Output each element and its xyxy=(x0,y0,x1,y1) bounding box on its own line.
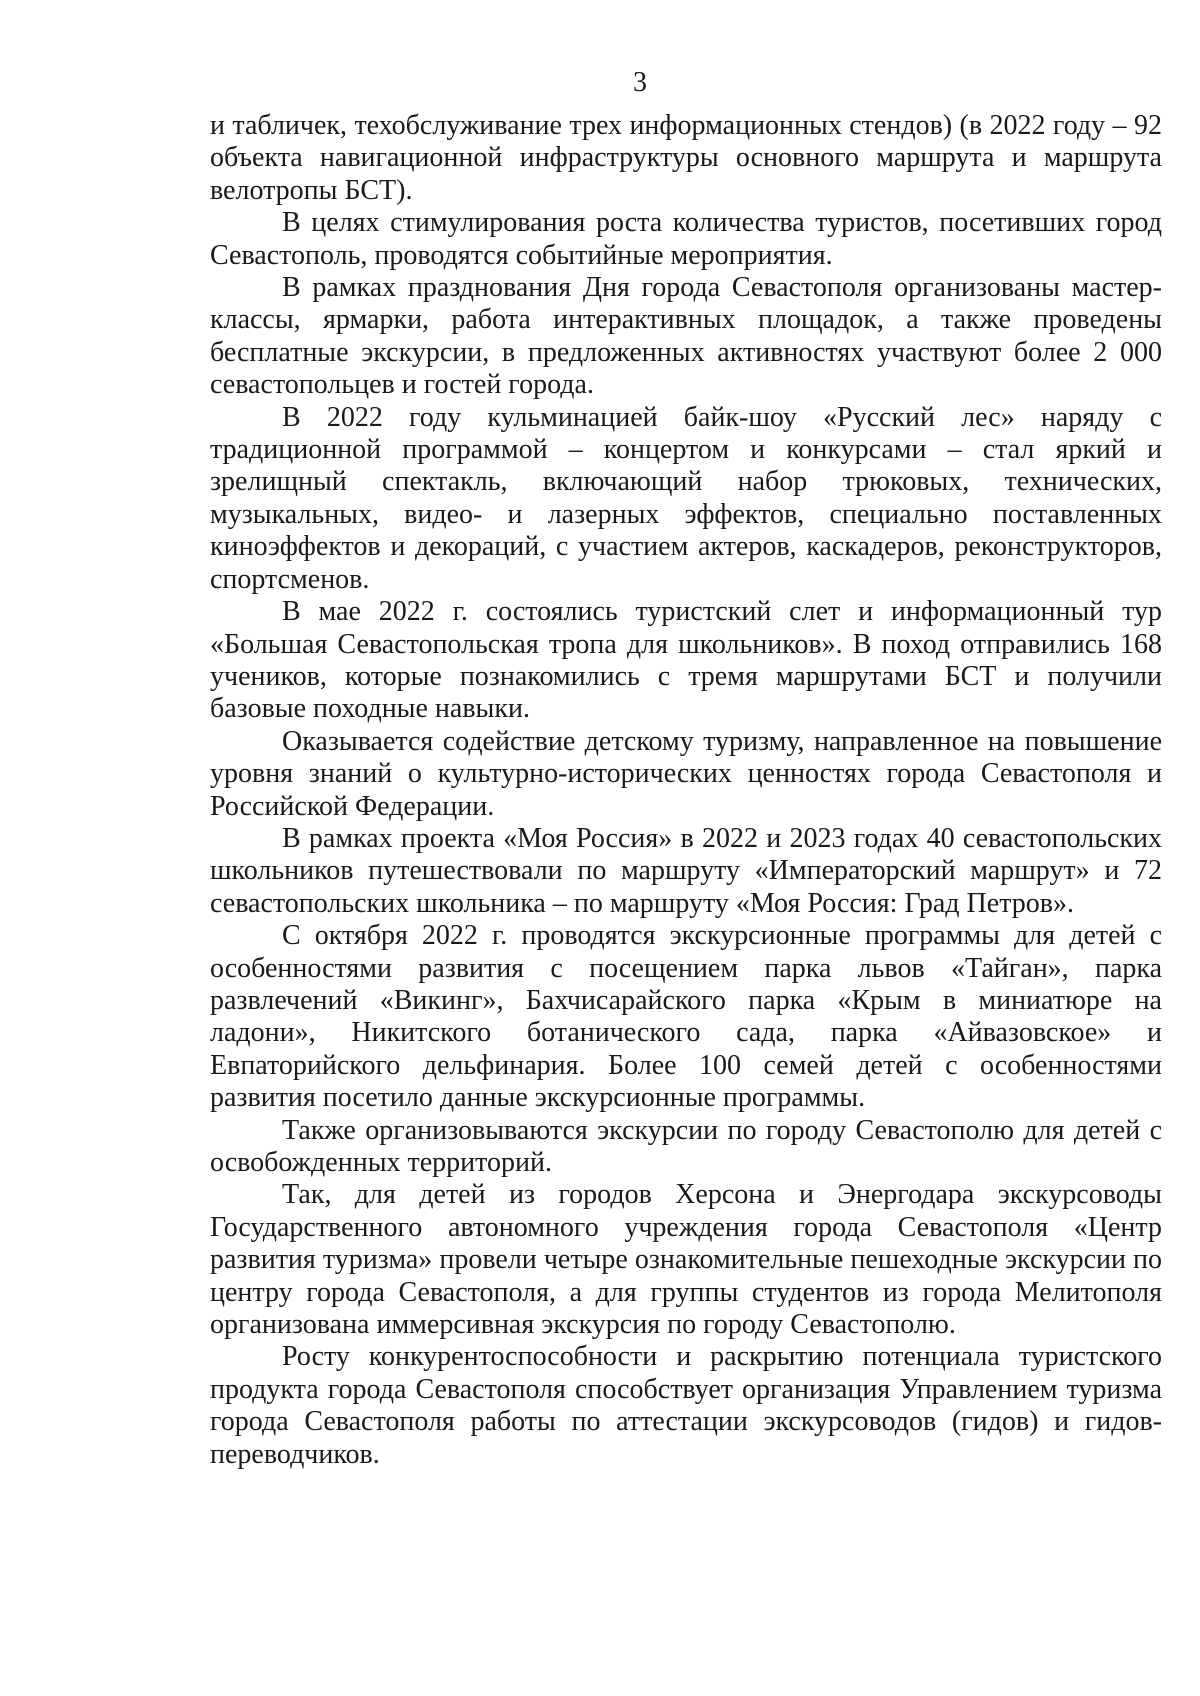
page-number: 3 xyxy=(633,67,647,98)
document-body xyxy=(210,110,1162,1471)
paragraph-10: Так, для детей из городов Херсона и Энергодара экскурсоводы Государственного автономного учреждения города Севастополя «Центр развития туризма» провели четыре ознакомительные пешеходные экскурсии по центру города Севастополя, а для группы студентов из города Мелитополя организована иммерсивная экскурсия по городу Севастополю. xyxy=(210,1179,1162,1341)
paragraph-4: В 2022 году кульминацией байк-шоу «Русский лес» наряду с традиционной программой – концертом и конкурсами – стал яркий и зрелищный спектакль, включающий набор трюковых, технических, музыкальных, видео- и лазерных эффектов, специально поставленных киноэффектов и декораций, с участием актеров, каскадеров, реконструкторов, спортсменов. xyxy=(210,401,1162,595)
paragraph-11: Росту конкурентоспособности и раскрытию потенциала туристского продукта города Севастополя способствует организация Управлением туризма города Севастополя работы по аттестации экскурсоводов (гидов) и гидов-переводчиков. xyxy=(210,1341,1162,1470)
paragraph-3: В рамках празднования Дня города Севастополя организованы мастер-классы, ярмарки, работа интерактивных площадок, а также проведены бесплатные экскурсии, в предложенных активностях участвуют более 2 000 севастопольцев и гостей города. xyxy=(210,272,1162,401)
paragraph-1: и табличек, техобслуживание трех информационных стендов) (в 2022 году – 92 объекта навигационной инфраструктуры основного маршрута и маршрута велотропы БСТ). xyxy=(210,110,1162,206)
paragraph-8: С октября 2022 г. проводятся экскурсионные программы для детей с особенностями развития с посещением парка львов «Тайган», парка развлечений «Викинг», Бахчисарайского парка «Крым в миниатюре на ладони», Никитского ботанического сада, парка «Айвазовское» и Евпаторийского дельфинария. Более 100 семей детей с особенностями развития посетило данные экскурсионные программы. xyxy=(210,920,1162,1114)
paragraph-5: В мае 2022 г. состоялись туристский слет и информационный тур «Большая Севастопольская тропа для школьников». В поход отправились 168 учеников, которые познакомились с тремя маршрутами БСТ и получили базовые походные навыки. xyxy=(210,596,1162,725)
paragraph-2: В целях стимулирования роста количества туристов, посетивших город Севастополь, проводятся событийные мероприятия. xyxy=(210,207,1162,271)
paragraph-6: Оказывается содействие детскому туризму, направленное на повышение уровня знаний о культурно-исторических ценностях города Севастополя и Российской Федерации. xyxy=(210,725,1162,822)
paragraph-9: Также организовываются экскурсии по городу Севастополю для детей с освобожденных территорий. xyxy=(210,1114,1162,1178)
paragraph-7: В рамках проекта «Моя Россия» в 2022 и 2023 годах 40 севастопольских школьников путешествовали по маршруту «Императорский маршрут» и 72 севастопольских школьника – по маршруту «Моя Россия: Град Петров». xyxy=(210,822,1162,919)
